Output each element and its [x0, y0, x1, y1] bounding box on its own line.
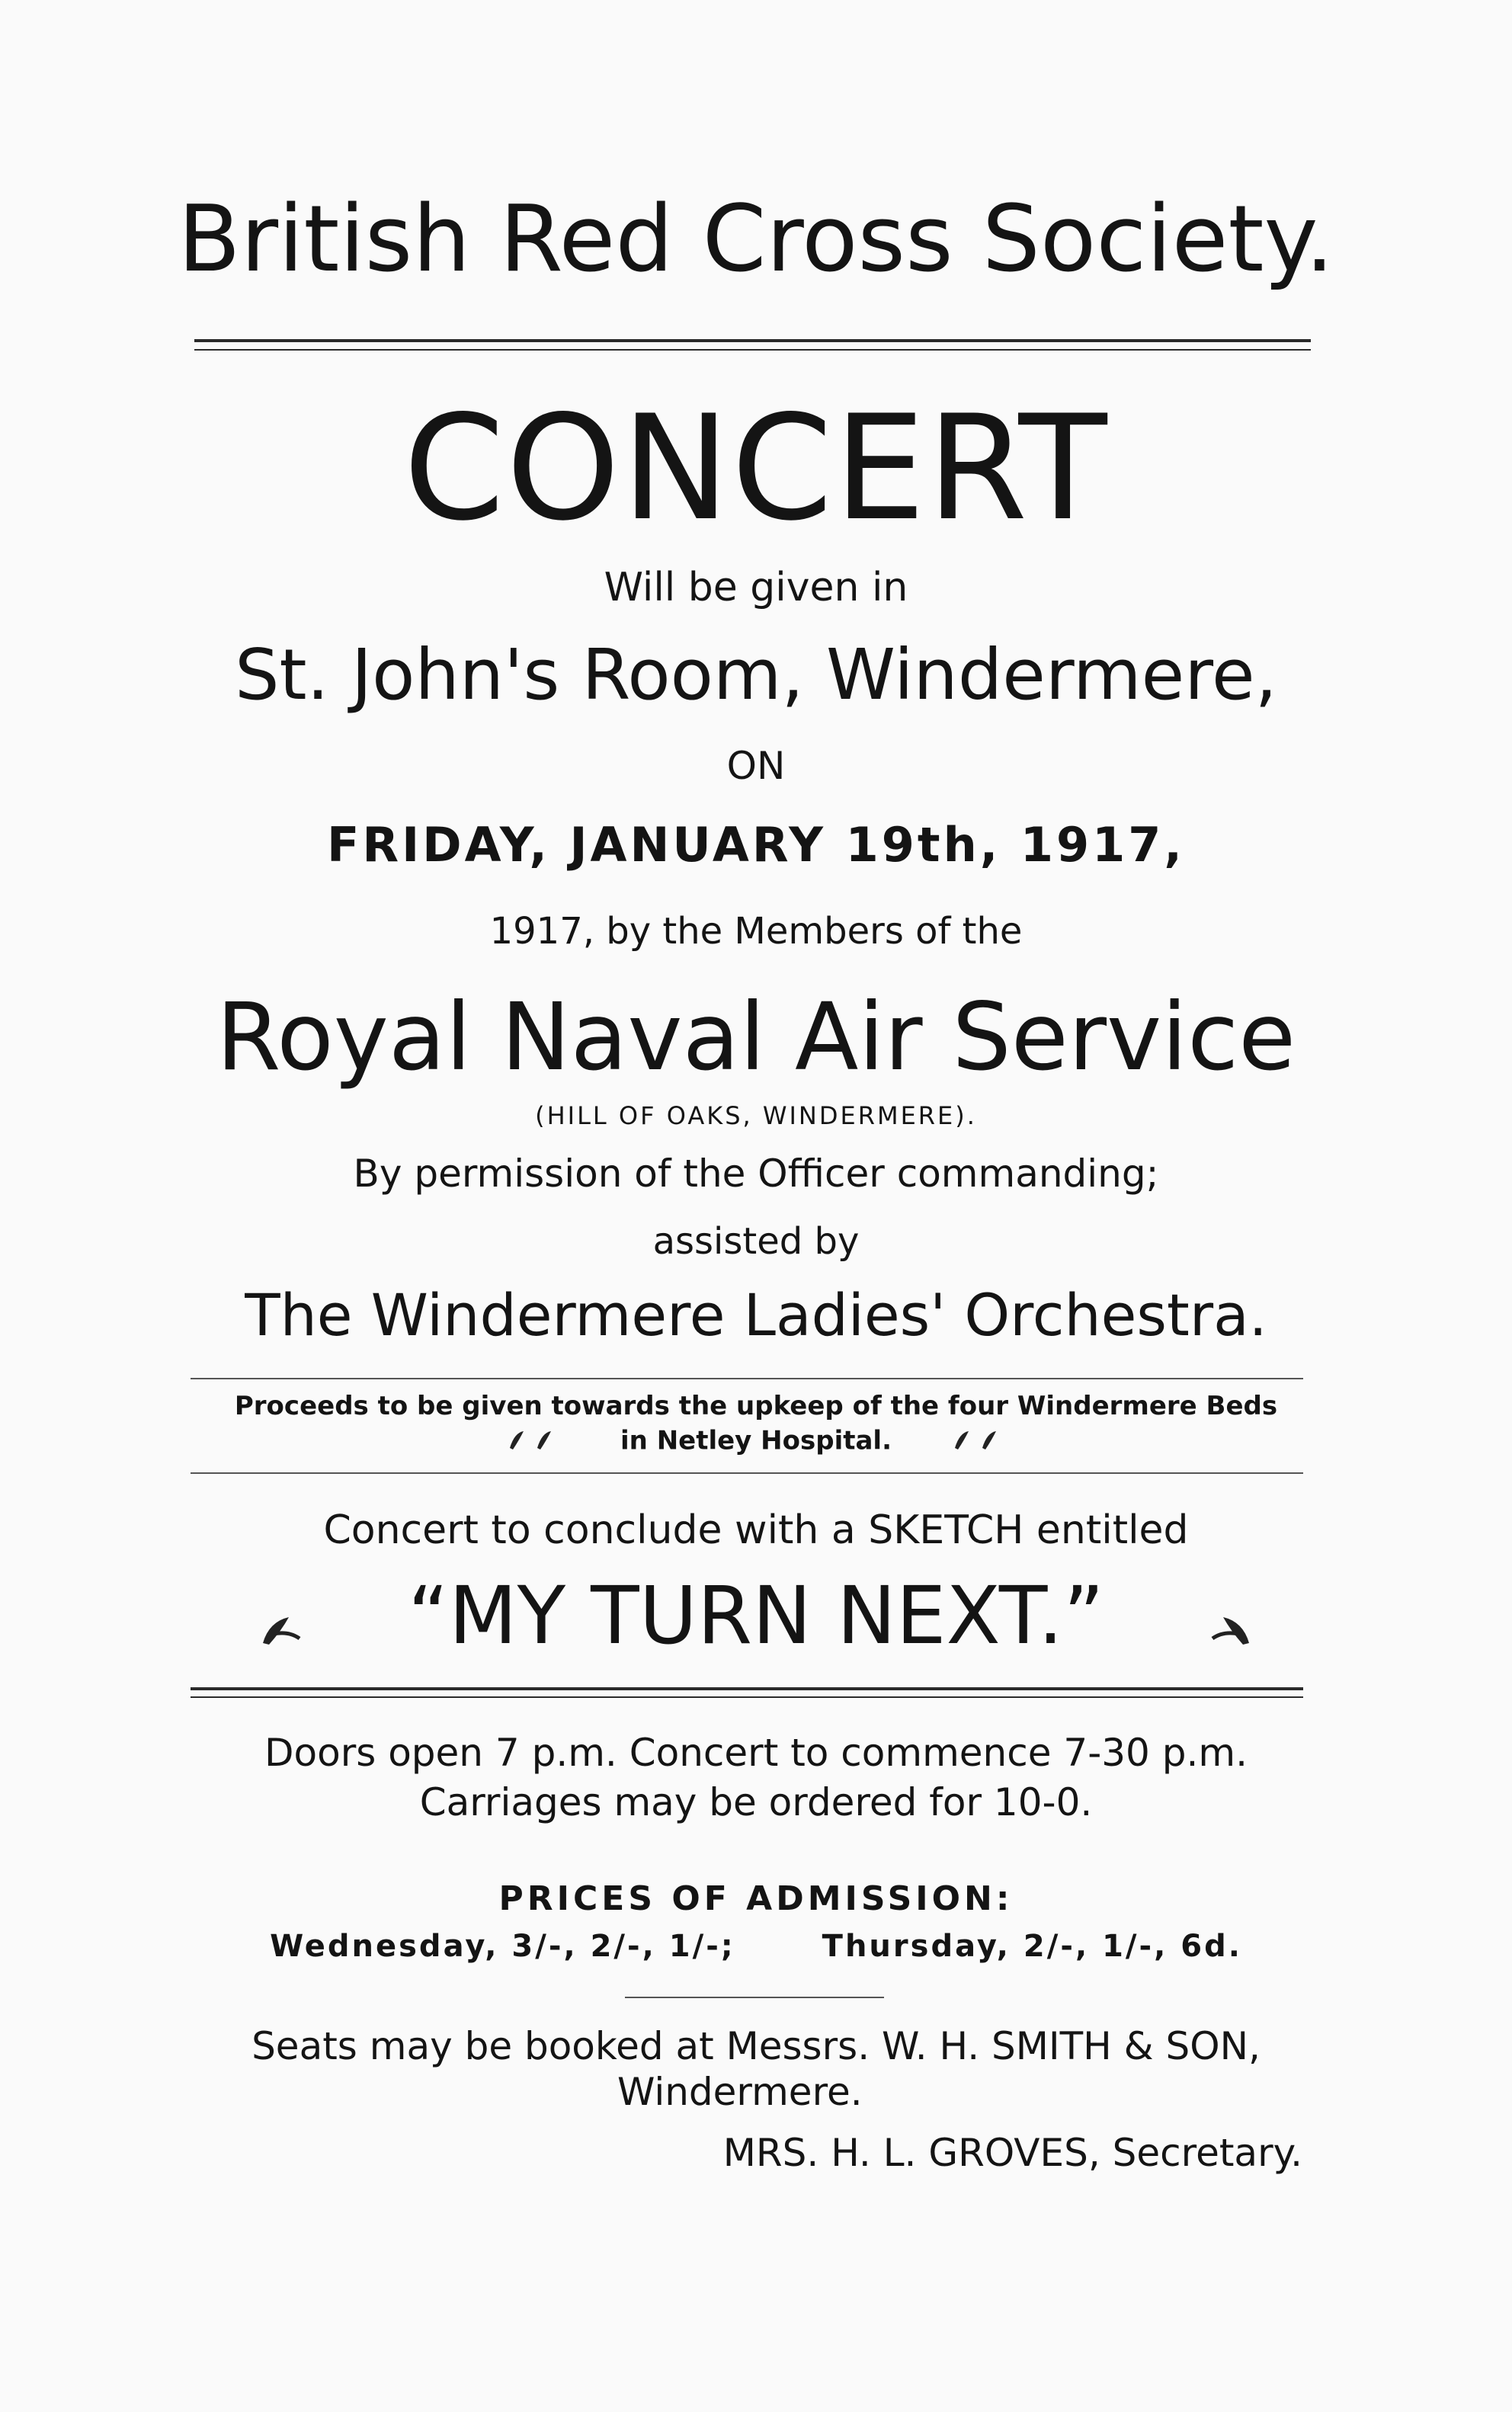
sketch-title-row [0, 1569, 1512, 1662]
carriages-text: Carriages may be ordered for 10-0. [419, 1780, 1093, 1824]
rule-below-proceeds [191, 1472, 1303, 1474]
permission-text: By permission of the Officer commanding; [353, 1152, 1159, 1196]
double-rule-mid-a [191, 1687, 1303, 1690]
society-heading: British Red Cross Society. [178, 187, 1334, 293]
event-date: FRIDAY, JANUARY 19th, 1917, [327, 817, 1185, 873]
leaf-ornament-icon [952, 1427, 1005, 1457]
booking-line-1: Seats may be booked at Messrs. W. H. SMITH & SON, [251, 2024, 1261, 2068]
proceeds-line-1: Proceeds to be given towards the upkeep of the four Windermere Beds [234, 1391, 1278, 1421]
proceeds-line-2 [0, 1427, 1512, 1457]
assisted-by-text: assisted by [652, 1220, 860, 1263]
given-in-text: Will be given in [604, 565, 908, 610]
booking-line-2: Windermere. [617, 2070, 863, 2114]
by-members-text: 1917, by the Members of the [489, 910, 1023, 953]
sketch-intro: Concert to conclude with a SKETCH entitled [323, 1507, 1189, 1553]
double-rule-top-a [194, 339, 1311, 342]
concert-title: CONCERT [403, 384, 1109, 553]
sketch-title: “MY TURN NEXT.” [407, 1569, 1104, 1662]
venue-text: St. John's Room, Windermere, [235, 634, 1277, 716]
on-text: ON [726, 744, 786, 788]
double-rule-top-b [194, 349, 1311, 351]
leaf-ornament-icon [507, 1427, 560, 1457]
prices-row [0, 1931, 1512, 1962]
fleuron-left-icon [258, 1582, 304, 1661]
doors-times: Doors open 7 p.m. Concert to commence 7-30 p.m. [264, 1731, 1248, 1775]
service-name: Royal Naval Air Service [216, 983, 1296, 1091]
prices-thursday: Thursday, 2/-, 1/-, 6d. [822, 1929, 1242, 1964]
rule-above-proceeds [191, 1378, 1303, 1379]
prices-heading: PRICES OF ADMISSION: [498, 1879, 1014, 1918]
orchestra-name: The Windermere Ladies' Orchestra. [245, 1281, 1267, 1349]
double-rule-mid-b [191, 1696, 1303, 1698]
secretary-signature: MRS. H. L. GROVES, Secretary. [722, 2131, 1302, 2175]
prices-wednesday: Wednesday, 3/-, 2/-, 1/-; [270, 1929, 735, 1964]
service-location: (HILL OF OAKS, WINDERMERE). [535, 1101, 977, 1130]
short-rule-prices [625, 1997, 884, 1998]
fleuron-right-icon [1208, 1582, 1254, 1661]
proceeds-hospital-text: in Netley Hospital. [620, 1425, 892, 1456]
